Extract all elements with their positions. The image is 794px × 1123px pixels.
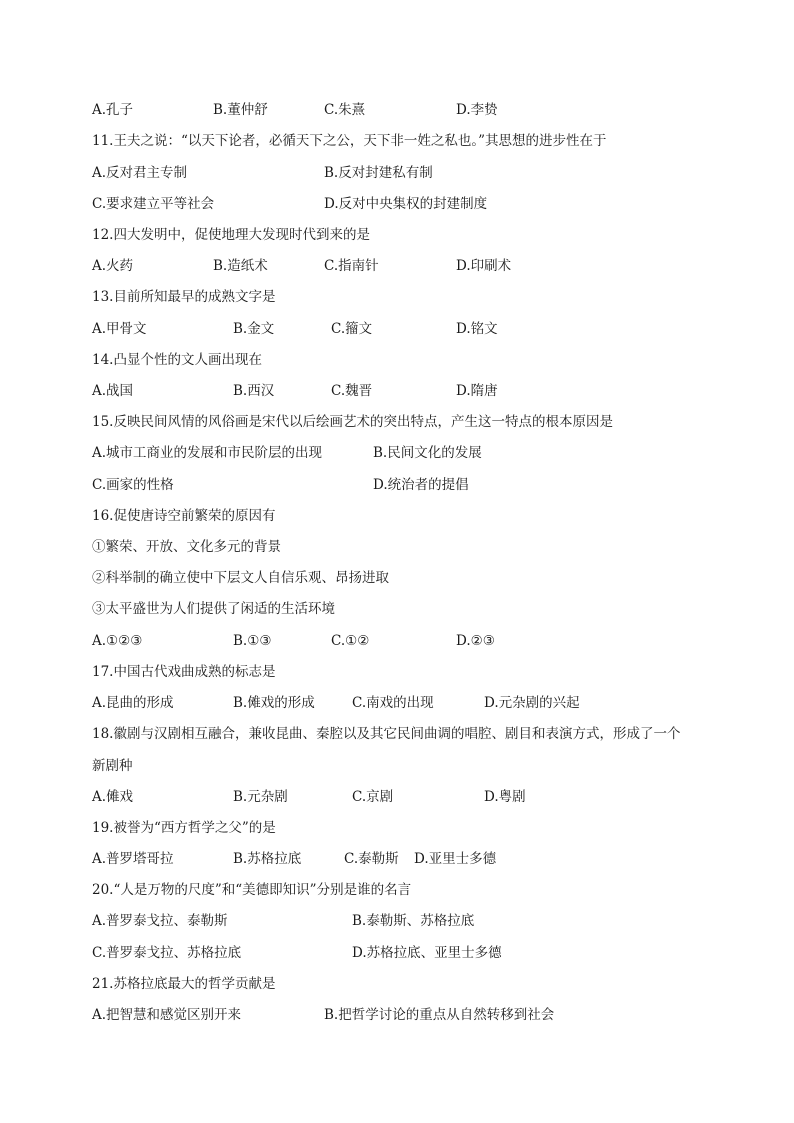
question-21: 21.苏格拉底最大的哲学贡献是 <box>92 976 276 992</box>
statement-3: ③太平盛世为人们提供了闲适的生活环境 <box>92 601 335 617</box>
option-c: C.朱熹 <box>324 102 366 118</box>
option-c: C.籀文 <box>331 321 373 337</box>
question-17: 17.中国古代戏曲成熟的标志是 <box>92 664 276 680</box>
question-12: 12.四大发明中，促使地理大发现时代到来的是 <box>92 227 370 243</box>
question-11: 11.王夫之说：“以天下论者，必循天下之公，天下非一姓之私也。”其思想的进步性在于 <box>92 133 607 149</box>
option-b: B.泰勒斯、苏格拉底 <box>352 913 475 929</box>
option-c: C.普罗泰戈拉、苏格拉底 <box>92 945 242 961</box>
option-a: A.城市工商业的发展和市民阶层的出现 <box>92 445 323 461</box>
option-d: D.统治者的提倡 <box>373 477 469 493</box>
option-c: C.京剧 <box>352 789 394 805</box>
option-d: D.反对中央集权的封建制度 <box>324 196 488 212</box>
option-a: A.傩戏 <box>92 789 134 805</box>
option-a: A.普罗泰戈拉、泰勒斯 <box>92 913 228 929</box>
question-18-continued: 新剧种 <box>92 758 133 774</box>
option-d: D.②③ <box>456 633 495 649</box>
option-a: A.把智慧和感觉区别开来 <box>92 1007 242 1023</box>
option-d: D.铭文 <box>456 321 498 337</box>
option-c: C.画家的性格 <box>92 477 174 493</box>
option-b: B.把哲学讨论的重点从自然转移到社会 <box>324 1007 555 1023</box>
option-b: B.民间文化的发展 <box>373 445 482 461</box>
option-a: A.火药 <box>92 258 134 274</box>
question-19: 19.被誉为“西方哲学之父”的是 <box>92 820 276 836</box>
question-20: 20.“人是万物的尺度”和“美德即知识”分别是谁的名言 <box>92 882 412 898</box>
question-14: 14.凸显个性的文人画出现在 <box>92 352 262 368</box>
option-b: B.造纸术 <box>213 258 268 274</box>
option-d: D.元杂剧的兴起 <box>484 695 580 711</box>
option-a: A.孔子 <box>92 102 134 118</box>
option-b: B.傩戏的形成 <box>233 695 315 711</box>
statement-2: ②科举制的确立使中下层文人自信乐观、昂扬进取 <box>92 570 389 586</box>
option-c: C.泰勒斯 <box>344 851 399 867</box>
option-a: A.反对君主专制 <box>92 165 188 181</box>
option-b: B.西汉 <box>233 383 275 399</box>
option-a: A.①②③ <box>92 633 143 649</box>
option-d: D.李贽 <box>456 102 498 118</box>
option-c: C.指南针 <box>324 258 379 274</box>
option-b: B.董仲舒 <box>213 102 268 118</box>
option-c: C.魏晋 <box>331 383 373 399</box>
option-b: B.元杂剧 <box>233 789 288 805</box>
option-d: D.隋唐 <box>456 383 498 399</box>
option-b: B.金文 <box>233 321 275 337</box>
option-d: D.苏格拉底、亚里士多德 <box>352 945 502 961</box>
option-b: B.①③ <box>233 633 272 649</box>
question-18: 18.徽剧与汉剧相互融合，兼收昆曲、秦腔以及其它民间曲调的唱腔、剧目和表演方式，形成了一个 <box>92 726 681 742</box>
question-15: 15.反映民间风情的风俗画是宋代以后绘画艺术的突出特点，产生这一特点的根本原因是 <box>92 414 613 430</box>
option-a: A.甲骨文 <box>92 321 147 337</box>
option-a: A.普罗塔哥拉 <box>92 851 174 867</box>
option-b: B.苏格拉底 <box>233 851 302 867</box>
option-c: C.南戏的出现 <box>352 695 434 711</box>
option-d: D.粤剧 <box>484 789 526 805</box>
option-a: A.战国 <box>92 383 134 399</box>
option-d: D.亚里士多德 <box>414 851 497 867</box>
question-13: 13.目前所知最早的成熟文字是 <box>92 289 276 305</box>
option-c: C.①② <box>331 633 370 649</box>
option-c: C.要求建立平等社会 <box>92 196 215 212</box>
option-d: D.印刷术 <box>456 258 512 274</box>
option-a: A.昆曲的形成 <box>92 695 174 711</box>
statement-1: ①繁荣、开放、文化多元的背景 <box>92 539 281 555</box>
option-b: B.反对封建私有制 <box>324 165 433 181</box>
question-16: 16.促使唐诗空前繁荣的原因有 <box>92 508 276 524</box>
